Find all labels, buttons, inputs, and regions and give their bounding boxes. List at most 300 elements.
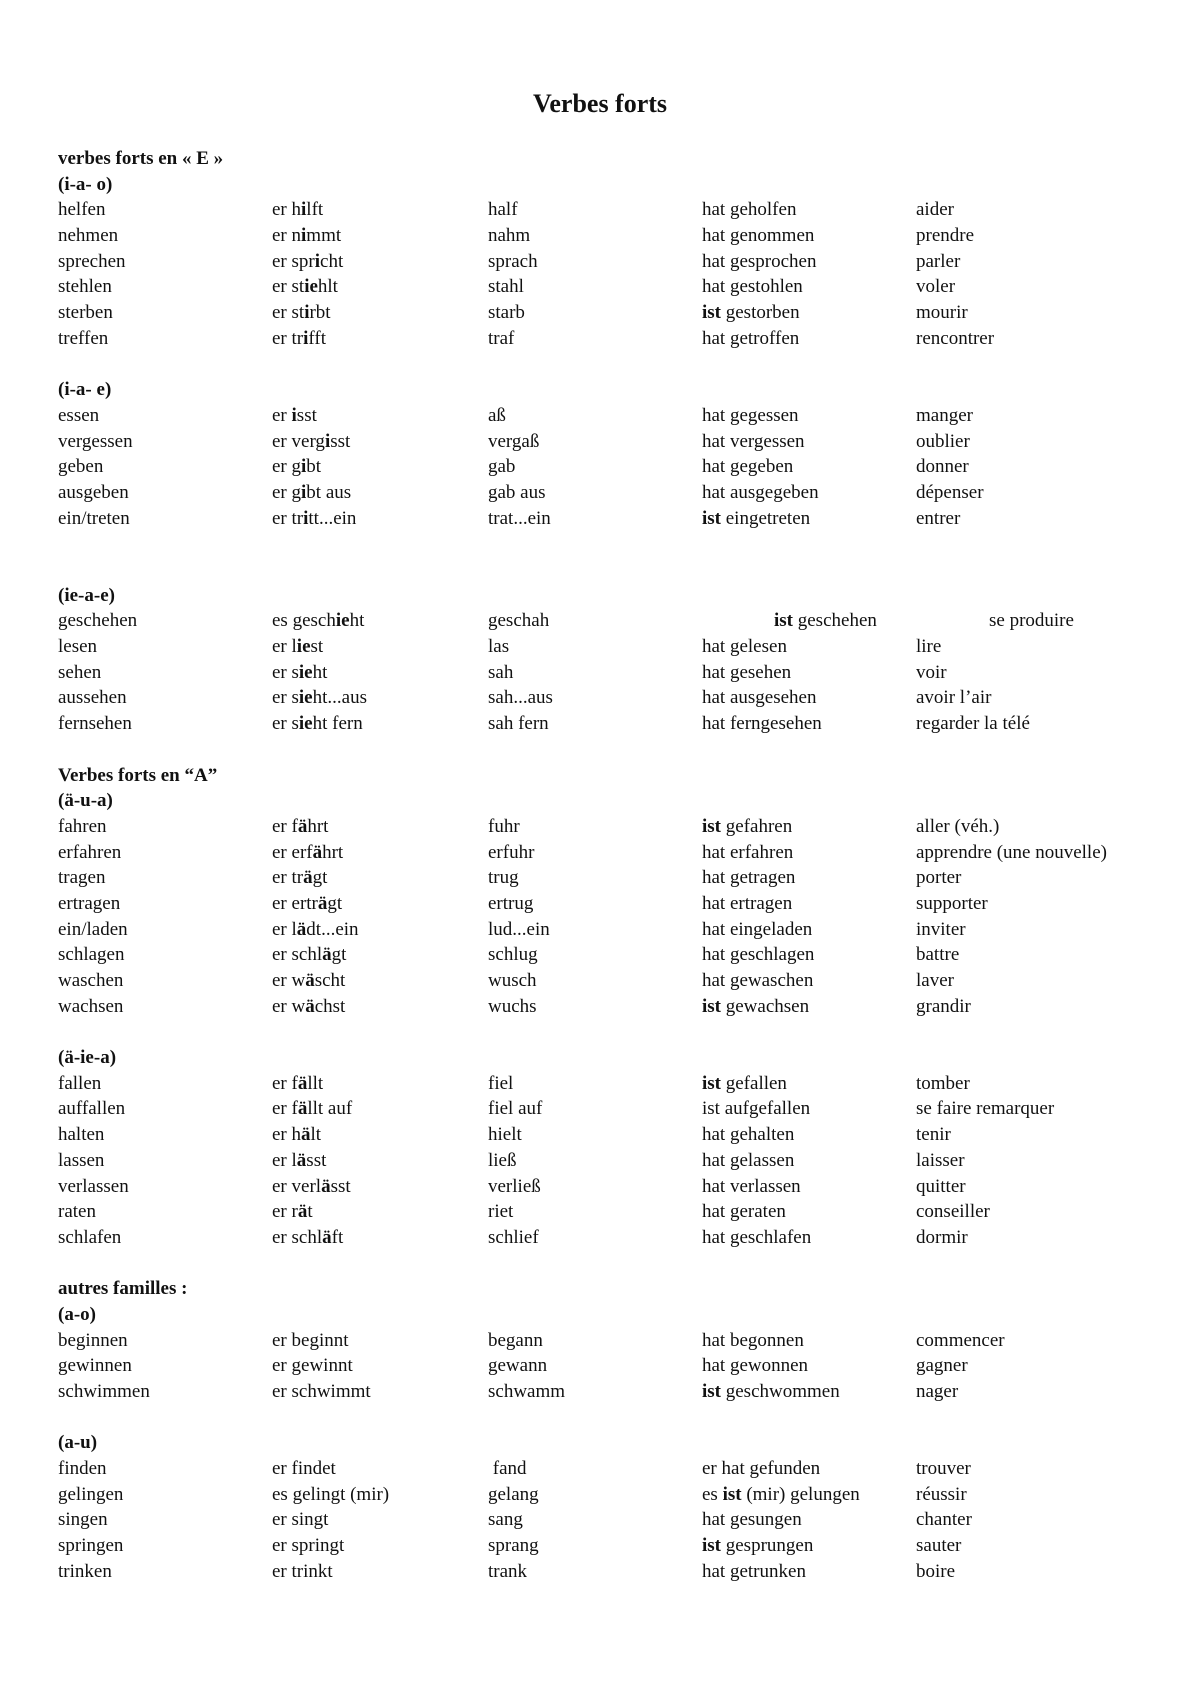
present-vowel: i [301, 456, 307, 478]
past-participle: gegeben [729, 456, 794, 478]
participle-cell [702, 1559, 806, 1585]
present-vowel: ä [305, 995, 315, 1017]
participle-cell [702, 891, 792, 917]
preterite-cell: schlief [488, 1226, 539, 1248]
present-prefix: er l [272, 636, 297, 658]
past-participle: geschlagen [729, 944, 815, 966]
infinitive-cell: fahren [58, 815, 107, 837]
translation-cell: donner [916, 456, 969, 478]
past-participle: gegessen [729, 404, 799, 426]
present-suffix: hlt [317, 276, 338, 298]
present-prefix: er verg [272, 430, 325, 452]
present-suffix: fft [308, 327, 326, 349]
verb-row [58, 1456, 1178, 1482]
verb-row [58, 840, 1178, 866]
present-vowel: ie [335, 610, 350, 632]
present-vowel: ä [297, 1072, 308, 1094]
preterite-cell: gab [488, 456, 516, 478]
auxiliary: ist [702, 815, 721, 837]
auxiliary: hat [702, 1355, 726, 1377]
participle-cell [702, 685, 817, 711]
preterite-cell: gewann [488, 1355, 548, 1377]
present-suffix: bt aus [306, 481, 352, 503]
participle-cell [702, 917, 812, 943]
infinitive-cell: wachsen [58, 995, 124, 1017]
present-vowel: ä [317, 892, 328, 914]
infinitive-cell: nehmen [58, 225, 119, 247]
present-suffix: ht [349, 610, 365, 632]
present-vowel: i [314, 250, 321, 272]
spacer [58, 352, 1178, 378]
participle-cell [702, 814, 792, 840]
participle-cell [702, 994, 809, 1020]
present-cell [272, 454, 321, 480]
preterite-cell: erfuhr [488, 841, 535, 863]
infinitive-cell: tragen [58, 867, 106, 889]
translation-cell: rencontrer [916, 327, 995, 349]
present-prefix: es gelingt (mir) [272, 1483, 390, 1505]
infinitive-cell: lassen [58, 1149, 105, 1171]
translation-cell: lire [916, 636, 942, 658]
participle-cell [702, 1533, 813, 1559]
present-prefix: er h [272, 1124, 302, 1146]
present-cell [272, 891, 342, 917]
participle-cell [702, 1096, 810, 1122]
infinitive-cell: schlagen [58, 944, 125, 966]
past-participle: gefallen [725, 1072, 787, 1094]
auxiliary: hat [702, 250, 726, 272]
present-vowel: ä [297, 1098, 308, 1120]
translation-cell: prendre [916, 225, 975, 247]
auxiliary: ist [702, 507, 721, 529]
present-vowel: ä [322, 944, 332, 966]
auxiliary: hat [702, 1226, 726, 1248]
auxiliary: ist [702, 995, 721, 1017]
verb-row [58, 1122, 1178, 1148]
infinitive-cell: sterben [58, 302, 113, 324]
translation-cell: nager [916, 1381, 959, 1403]
preterite-cell: gelang [488, 1483, 539, 1505]
past-participle: getragen [729, 867, 796, 889]
present-suffix: rbt [309, 302, 331, 324]
present-cell [272, 1148, 326, 1174]
infinitive-cell: ein/treten [58, 507, 130, 529]
spacer [58, 531, 1178, 582]
auxiliary: hat [702, 841, 726, 863]
infinitive-cell: singen [58, 1509, 108, 1531]
preterite-cell: sah...aus [488, 687, 553, 709]
past-participle: gesehen [729, 661, 792, 683]
participle-cell [702, 942, 814, 968]
verb-table [58, 146, 1178, 1585]
auxiliary: ist [722, 1483, 742, 1505]
present-prefix: er tr [272, 507, 304, 529]
participle-cell [702, 1148, 794, 1174]
infinitive-cell: trinken [58, 1560, 112, 1582]
present-vowel: ie [304, 276, 318, 298]
preterite-cell: fiel auf [488, 1098, 543, 1120]
present-cell [272, 1482, 389, 1508]
section-heading: (ä-u-a) [58, 790, 113, 812]
present-cell [272, 1379, 371, 1405]
translation-cell: battre [916, 944, 960, 966]
preterite-cell: wuchs [488, 995, 537, 1017]
preterite-cell: aß [488, 404, 506, 426]
present-cell [272, 1533, 344, 1559]
past-participle: verlassen [729, 1175, 801, 1197]
preterite-cell: sang [488, 1509, 523, 1531]
present-prefix: er w [272, 970, 306, 992]
participle-cell [702, 1507, 802, 1533]
verb-row [58, 685, 1178, 711]
spacer [58, 737, 1178, 763]
preterite-cell: sprang [488, 1535, 539, 1557]
auxiliary: hat [702, 867, 726, 889]
present-suffix: sst [296, 404, 317, 426]
participle-cell [702, 1225, 811, 1251]
infinitive-cell: lesen [58, 636, 98, 658]
preterite-cell: lud...ein [488, 918, 550, 940]
infinitive-cell: auffallen [58, 1098, 126, 1120]
preterite-cell: vergaß [488, 430, 540, 452]
present-suffix: dt...ein [306, 918, 359, 940]
section-heading: (ie-a-e) [58, 584, 115, 606]
participle-cell [702, 840, 793, 866]
preterite-cell: las [488, 636, 510, 658]
past-participle: geschehen [797, 610, 877, 632]
present-suffix: sst [306, 1149, 327, 1171]
infinitive-cell: ein/laden [58, 918, 128, 940]
present-prefix: er w [272, 995, 306, 1017]
participle-cell [702, 403, 799, 429]
present-cell [272, 814, 328, 840]
preterite-cell: geschah [488, 610, 550, 632]
infinitive-cell: halten [58, 1124, 105, 1146]
infinitive-cell: gelingen [58, 1483, 124, 1505]
participle-cell [702, 634, 787, 660]
preterite-cell: hielt [488, 1124, 522, 1146]
translation-cell: grandir [916, 995, 971, 1017]
past-participle: geraten [729, 1201, 786, 1223]
translation-cell: dormir [916, 1226, 968, 1248]
translation-cell: manger [916, 404, 973, 426]
translation-cell: laver [916, 970, 954, 992]
present-cell [272, 1328, 349, 1354]
past-participle: geschwommen [725, 1381, 840, 1403]
past-participle: gesprochen [729, 250, 817, 272]
past-participle: gestohlen [729, 276, 803, 298]
present-suffix: lt [310, 1124, 322, 1146]
present-prefix: er verl [272, 1175, 322, 1197]
participle-cell [702, 454, 793, 480]
present-prefix: er findet [272, 1458, 336, 1480]
past-participle: gefahren [725, 815, 793, 837]
present-vowel: ä [303, 867, 313, 889]
translation-cell: sauter [916, 1535, 962, 1557]
translation-cell: apprendre (une nouvelle) [916, 841, 1107, 863]
participle-cell [702, 1482, 860, 1508]
present-cell [272, 197, 323, 223]
present-prefix: er g [272, 481, 302, 503]
present-prefix: er trinkt [272, 1560, 333, 1582]
past-participle: gewachsen [725, 995, 810, 1017]
preterite-cell: fuhr [488, 815, 520, 837]
section-heading: (i-a- o) [58, 173, 113, 195]
preterite-cell: fand [488, 1458, 527, 1480]
preterite-cell: gab aus [488, 481, 546, 503]
past-participle: eingetreten [725, 507, 811, 529]
past-participle: gelassen [729, 1149, 795, 1171]
auxiliary: hat [702, 892, 726, 914]
present-prefix: er s [272, 687, 299, 709]
present-cell [272, 1122, 321, 1148]
spacer [58, 1019, 1178, 1045]
auxiliary: hat [702, 1175, 726, 1197]
present-prefix: er schl [272, 944, 323, 966]
translation-cell: voir [916, 661, 947, 683]
auxiliary: ist [702, 302, 721, 324]
auxiliary: ist [774, 610, 793, 632]
auxiliary: hat [702, 970, 726, 992]
past-participle: begonnen [729, 1329, 804, 1351]
infinitive-cell: ertragen [58, 892, 121, 914]
past-participle: ferngesehen [729, 713, 822, 735]
auxiliary: ist [702, 1535, 721, 1557]
participle-cell [702, 326, 799, 352]
present-cell [272, 223, 341, 249]
past-participle: (mir) gelungen [746, 1483, 860, 1505]
participle-cell [702, 660, 791, 686]
verb-row [58, 429, 1178, 455]
auxiliary: hat [702, 636, 726, 658]
present-prefix: er ertr [272, 892, 318, 914]
present-prefix: er springt [272, 1535, 345, 1557]
participle-cell [702, 249, 817, 275]
present-prefix: er spr [272, 250, 315, 272]
participle-cell [702, 1122, 794, 1148]
aux-prefix: es [702, 1483, 723, 1505]
preterite-cell: stahl [488, 276, 524, 298]
verb-row [58, 660, 1178, 686]
translation-cell: oublier [916, 430, 970, 452]
present-cell [272, 1096, 352, 1122]
preterite-cell: trug [488, 867, 519, 889]
present-vowel: ä [297, 815, 308, 837]
verb-row [58, 634, 1178, 660]
present-prefix: er schl [272, 1226, 323, 1248]
translation-cell: chanter [916, 1509, 972, 1531]
present-prefix: es gesch [272, 610, 336, 632]
translation-cell: dépenser [916, 481, 984, 503]
section-heading: (i-a- e) [58, 379, 112, 401]
verb-row [58, 326, 1178, 352]
verb-row [58, 917, 1178, 943]
spacer [58, 1405, 1178, 1431]
present-cell [272, 506, 356, 532]
verb-row [58, 814, 1178, 840]
verb-row [58, 1096, 1178, 1122]
present-prefix: er h [272, 199, 302, 221]
present-prefix: er tr [272, 867, 304, 889]
auxiliary: hat [702, 1149, 726, 1171]
infinitive-cell: treffen [58, 327, 109, 349]
present-cell [272, 865, 327, 891]
participle-cell [702, 300, 800, 326]
present-vowel: ie [298, 661, 313, 683]
auxiliary: hat [702, 687, 726, 709]
infinitive-cell: springen [58, 1535, 124, 1557]
present-vowel: ä [322, 1226, 332, 1248]
past-participle: geschlafen [729, 1226, 812, 1248]
present-cell [272, 917, 359, 943]
present-cell [272, 300, 331, 326]
preterite-cell: schwamm [488, 1381, 566, 1403]
preterite-cell: verließ [488, 1175, 541, 1197]
present-prefix: er s [272, 713, 299, 735]
present-cell [272, 1559, 333, 1585]
translation-cell: conseiller [916, 1201, 990, 1223]
auxiliary: hat [702, 225, 726, 247]
past-participle: getrunken [729, 1560, 806, 1582]
present-vowel: ä [301, 1124, 311, 1146]
verb-row [58, 942, 1178, 968]
auxiliary: hat [702, 327, 726, 349]
present-suffix: chst [314, 995, 346, 1017]
past-participle: ausgegeben [729, 481, 819, 503]
past-participle: gewaschen [729, 970, 814, 992]
auxiliary: hat [702, 713, 726, 735]
present-vowel: ä [321, 1175, 331, 1197]
translation-cell: mourir [916, 302, 968, 324]
translation-cell: commencer [916, 1329, 1005, 1351]
preterite-cell: trank [488, 1560, 528, 1582]
present-prefix: er r [272, 1201, 298, 1223]
infinitive-cell: gewinnen [58, 1355, 132, 1377]
verb-row [58, 1533, 1178, 1559]
infinitive-cell: waschen [58, 970, 124, 992]
present-vowel: ä [297, 1201, 308, 1223]
present-vowel: ä [305, 970, 315, 992]
present-cell [272, 1174, 351, 1200]
auxiliary: ist [702, 1381, 721, 1403]
present-cell [272, 1353, 353, 1379]
participle-cell [702, 968, 813, 994]
present-suffix: llt auf [307, 1098, 353, 1120]
verb-row [58, 1148, 1178, 1174]
preterite-cell: starb [488, 302, 525, 324]
present-vowel: ä [296, 918, 307, 940]
participle-cell [702, 429, 805, 455]
verb-row [58, 403, 1178, 429]
preterite-cell: traf [488, 327, 515, 349]
participle-cell [774, 608, 877, 634]
translation-cell: regarder la télé [916, 713, 1030, 735]
section-heading: Verbes forts en “A” [58, 764, 218, 786]
preterite-cell: half [488, 199, 518, 221]
participle-cell [702, 865, 795, 891]
present-suffix: t [307, 1201, 313, 1223]
present-prefix: er n [272, 225, 302, 247]
present-suffix: lft [306, 199, 324, 221]
present-vowel: i [301, 225, 307, 247]
present-suffix: llt [307, 1072, 324, 1094]
verb-row [58, 223, 1178, 249]
verb-row [58, 506, 1178, 532]
present-prefix: er f [272, 1098, 298, 1120]
auxiliary: hat [702, 456, 726, 478]
translation-cell: avoir l’air [916, 687, 992, 709]
preterite-cell: fiel [488, 1072, 514, 1094]
infinitive-cell: fallen [58, 1072, 102, 1094]
infinitive-cell: geschehen [58, 610, 138, 632]
spacer [58, 1251, 1178, 1277]
infinitive-cell: stehlen [58, 276, 112, 298]
present-cell [272, 403, 317, 429]
present-cell [272, 429, 350, 455]
translation-cell: aller (véh.) [916, 815, 1000, 837]
present-cell [272, 274, 338, 300]
present-prefix: er s [272, 661, 299, 683]
present-suffix: gt [331, 944, 347, 966]
auxiliary: hat [702, 944, 726, 966]
present-prefix: er l [272, 1149, 297, 1171]
auxiliary: hat [702, 276, 726, 298]
past-participle: gehalten [729, 1124, 795, 1146]
verb-row [58, 454, 1178, 480]
auxiliary: ist [702, 1072, 721, 1094]
participle-cell [702, 223, 814, 249]
present-suffix: gt [312, 867, 328, 889]
verb-row [58, 1174, 1178, 1200]
present-cell [272, 480, 351, 506]
present-prefix: er f [272, 815, 298, 837]
translation-cell: se faire remarquer [916, 1098, 1055, 1120]
present-suffix: ht fern [312, 713, 363, 735]
present-prefix: er beginnt [272, 1329, 349, 1351]
present-prefix: er f [272, 1072, 298, 1094]
infinitive-cell: schwimmen [58, 1381, 150, 1403]
past-participle: gesungen [729, 1509, 802, 1531]
present-cell [272, 1199, 313, 1225]
participle-cell [702, 197, 796, 223]
past-participle: getroffen [729, 327, 800, 349]
present-vowel: i [304, 302, 310, 324]
infinitive-cell: schlafen [58, 1226, 122, 1248]
present-cell [272, 968, 345, 994]
translation-cell: parler [916, 250, 961, 272]
present-prefix: er [272, 404, 292, 426]
translation-cell: se produire [989, 610, 1074, 632]
present-suffix: ht...aus [312, 687, 367, 709]
verb-row [58, 480, 1178, 506]
present-prefix: er tr [272, 327, 304, 349]
present-vowel: ie [296, 636, 311, 658]
present-vowel: i [324, 430, 331, 452]
past-participle: aufgefallen [724, 1098, 811, 1120]
preterite-cell: wusch [488, 970, 537, 992]
preterite-cell: ließ [488, 1149, 517, 1171]
participle-cell [702, 1353, 808, 1379]
present-suffix: cht [320, 250, 344, 272]
translation-cell: tomber [916, 1072, 970, 1094]
present-cell [272, 634, 323, 660]
present-prefix: er gewinnt [272, 1355, 353, 1377]
past-participle: geholfen [729, 199, 797, 221]
present-cell [272, 1507, 328, 1533]
present-prefix: er st [272, 276, 305, 298]
present-vowel: ä [296, 1149, 307, 1171]
present-vowel: ie [298, 713, 313, 735]
